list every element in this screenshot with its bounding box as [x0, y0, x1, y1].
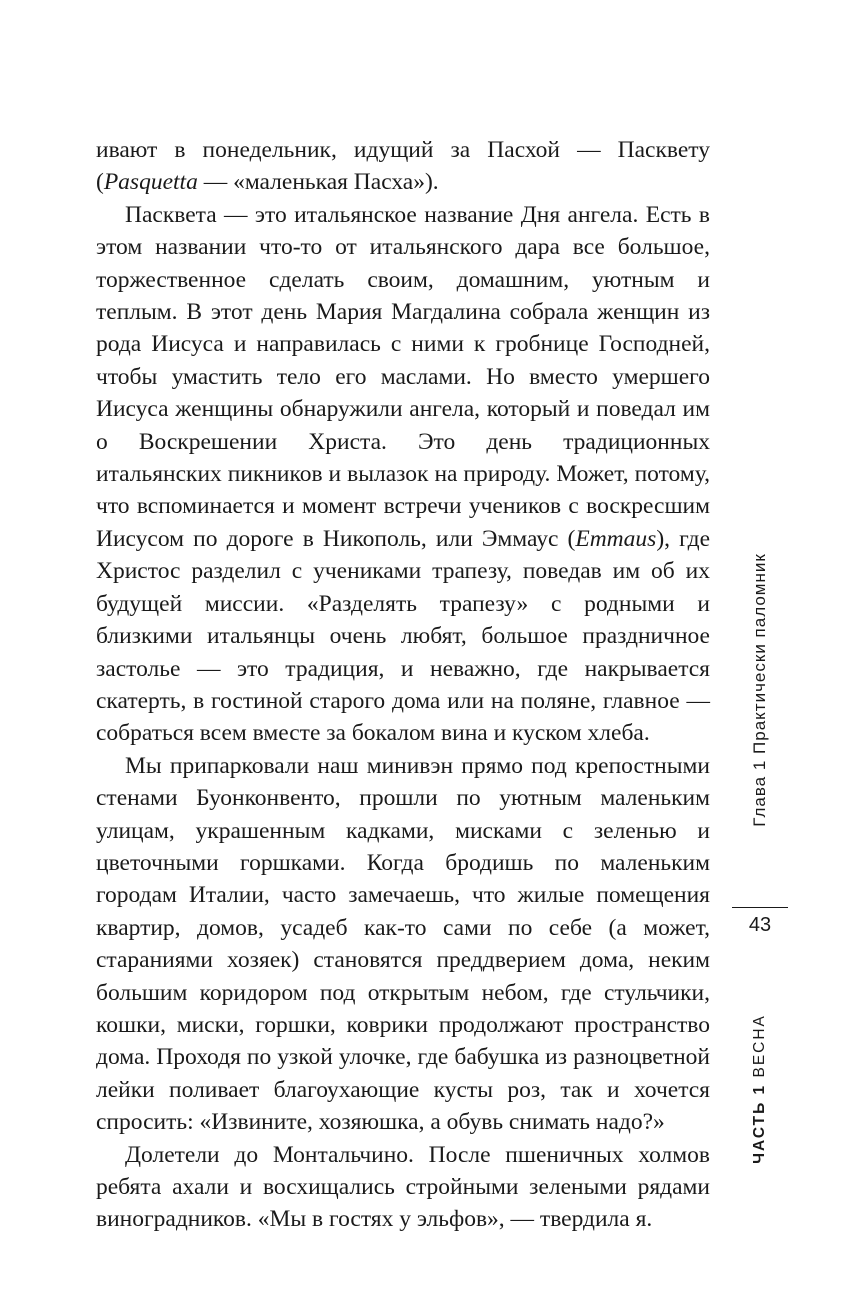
text-segment: Долетели до Монтальчино. После пшеничных холмов ребята ахали и восхищались стройными зелеными рядами виноградников. «Мы в гостях у эльфов», — твердила я. — [96, 1141, 710, 1233]
paragraph-1 — [96, 134, 710, 199]
page-number: 43 — [748, 914, 772, 936]
text-segment: ивают в понедельник, идущий за Пасхой — Пасквету ( — [96, 137, 710, 196]
page-sidebar — [728, 520, 792, 1170]
chapter-running-head: Глава 1 Практически паломник — [750, 553, 769, 827]
text-segment: Пасквета — это итальянское название Дня ангела. Есть в этом названии что-то от итальянского дара все большое, торжественное сделать своим, домашним, уютным и теплым. В этот день Мария Магдалина собрала женщин из рода Иисуса и направилась с ними к гробнице Господней, чтобы умастить тело его маслами. Но вместо умершего Иисуса женщины обнаружили ангела, который и поведал им о Воскрешении Христа. Это день традиционных итальянских пикников и вылазок на природу. Может, потому, что вспоминается и момент встречи учеников с воскресшим Иисусом по дороге в Никополь, или Эммаус ( — [96, 201, 710, 552]
paragraph-4 — [96, 1139, 710, 1236]
text-segment: Мы припарковали наш минивэн прямо под крепостными стенами Буонконвенто, прошли по уютным маленьким улицам, украшенным кадками, мисками с зеленью и цветочными горшками. Когда бродишь по маленьким городам Италии, часто замечаешь, что жилые помещения квартир, домов, усадеб как-то сами по себе (а может, стараниями хозяек) становятся преддверием дома, неким большим коридором под открытым небом, где стульчики, кошки, миски, горшки, коврики продолжают пространство дома. Проходя по узкой улочке, где бабушка из разноцветной лейки поливает благоухающие кусты роз, так и хочется спросить: «Извините, хозяюшка, а обувь снимать надо?» — [96, 752, 710, 1136]
page-number-rule — [732, 907, 788, 908]
italic-term-emmaus: Emmaus — [575, 525, 657, 552]
part-name: ВЕСНА — [751, 1014, 768, 1078]
body-text — [96, 134, 710, 1236]
text-segment: — «маленькая Пасха»). — [197, 169, 439, 196]
part-running-head — [751, 1014, 769, 1164]
text-segment: ), где Христос разделил с учениками трапезу, поведав им об их будущей миссии. «Разделять трапезу» с родными и близкими итальянцы очень любят, большое праздничное застолье — это традиция, и неважно, где накрывается скатерть, в гостиной старого дома или на поляне, главное — собраться всем вместе за бокалом вина и куском хлеба. — [96, 525, 710, 747]
paragraph-2 — [96, 199, 710, 750]
paragraph-3 — [96, 750, 710, 1139]
part-label: ЧАСТЬ 1 — [751, 1083, 768, 1164]
italic-term-pasquetta: Pasquetta — [103, 169, 198, 196]
